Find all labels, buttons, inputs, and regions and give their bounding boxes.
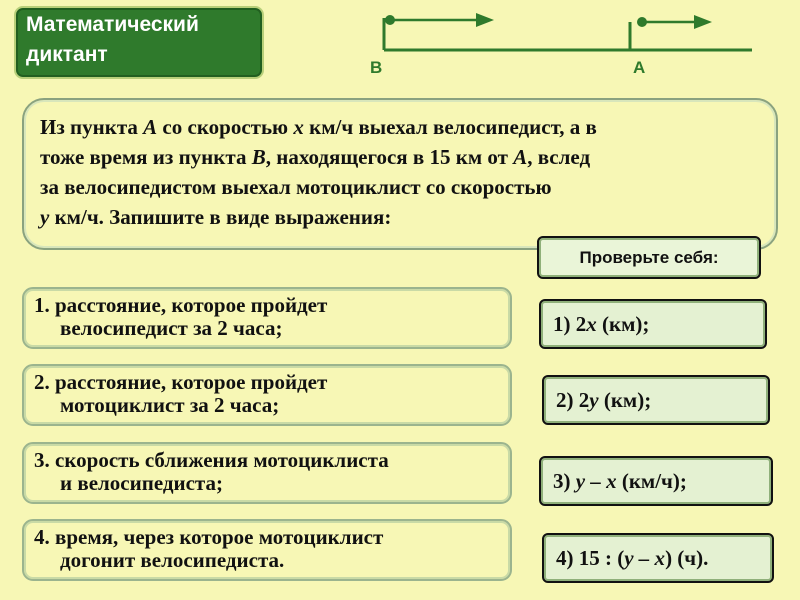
problem-line-3: за велосипедистом выехал мотоциклист со скоростью <box>40 175 552 199</box>
question-1-line-2: велосипедист за 2 часа; <box>60 316 283 340</box>
question-2-line-2: мотоциклист за 2 часа; <box>60 393 280 417</box>
title-box <box>14 6 264 79</box>
question-2 <box>22 364 512 426</box>
title-line-2: диктант <box>26 43 108 66</box>
question-2-line-1: 2. расстояние, которое пройдет <box>34 370 328 394</box>
question-3-line-1: 3. скорость сближения мотоциклиста <box>34 448 389 472</box>
question-1-line-1: 1. расстояние, которое пройдет <box>34 293 328 317</box>
motorcyclist-arrowhead <box>476 13 494 27</box>
motion-diagram-svg <box>370 4 790 84</box>
check-yourself-button[interactable]: Проверьте себя: <box>537 236 761 279</box>
motion-diagram <box>370 4 790 84</box>
question-4 <box>22 519 512 581</box>
cyclist-arrowhead <box>694 15 712 29</box>
point-a-label: A <box>633 58 646 77</box>
answer-3[interactable]: 3) y – x (км/ч); <box>539 456 773 506</box>
answer-2[interactable]: 2) 2y (км); <box>542 375 770 425</box>
question-3-line-2: и велосипедиста; <box>60 471 223 495</box>
question-1 <box>22 287 512 349</box>
title-line-1: Математический <box>26 13 199 36</box>
question-4-line-1: 4. время, через которое мотоциклист <box>34 525 384 549</box>
answer-4[interactable]: 4) 15 : (y – x) (ч). <box>542 533 774 583</box>
problem-line-2: тоже время из пункта B, находящегося в 15 км от A, вслед <box>40 145 591 169</box>
problem-line-4: y км/ч. Запишите в виде выражения: <box>40 205 392 229</box>
answer-1[interactable]: 1) 2x (км); <box>539 299 767 349</box>
question-3 <box>22 442 512 504</box>
problem-statement <box>22 98 778 250</box>
problem-line-1: Из пункта A со скоростью x км/ч выехал велосипедист, а в <box>40 115 597 139</box>
point-b-label: B <box>370 58 383 77</box>
question-4-line-2: догонит велосипедиста. <box>60 548 285 572</box>
